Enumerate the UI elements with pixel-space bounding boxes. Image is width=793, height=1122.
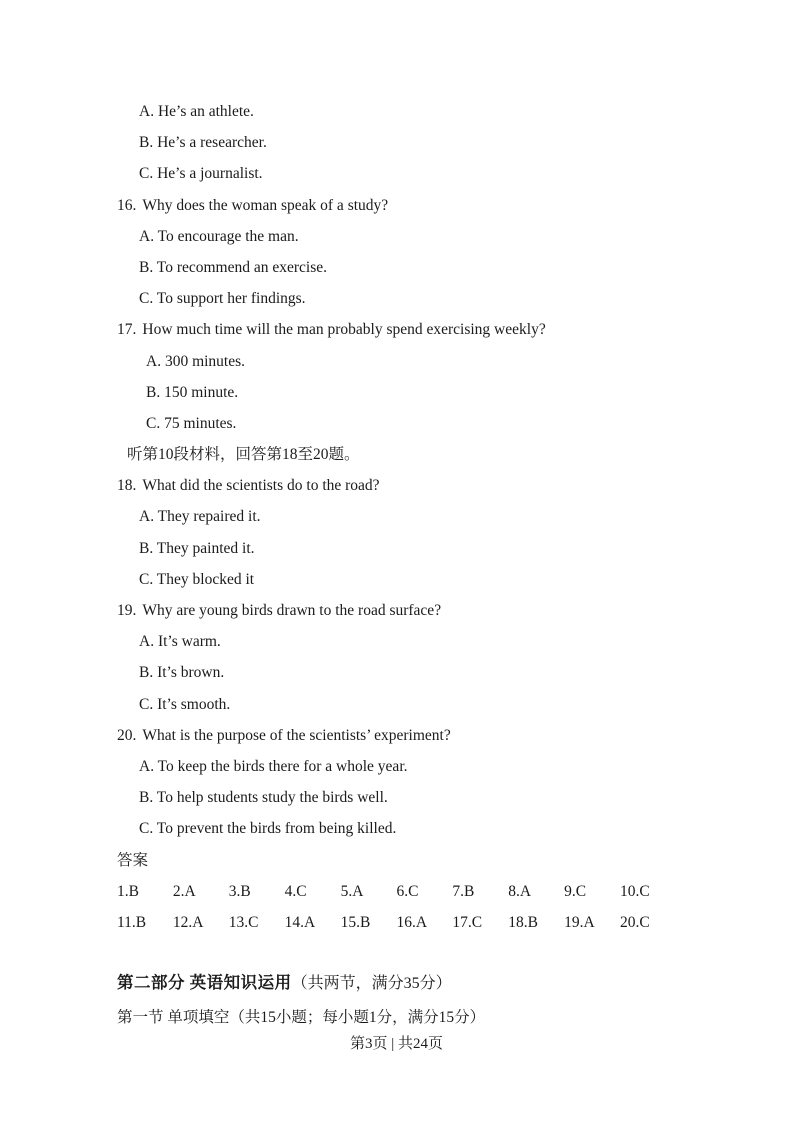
- page-content: [117, 96, 763, 1033]
- answer-15: 15.B: [340, 913, 371, 931]
- question-20-number: 20.: [117, 726, 137, 744]
- part2-heading-title: 第二部分 英语知识运用: [117, 973, 292, 993]
- question-17-option-c: C. 75 minutes.: [146, 414, 237, 432]
- answer-11: 11.B: [117, 913, 147, 931]
- answer-13: 13.C: [228, 913, 259, 931]
- question-19-option-b: B. It’s brown.: [139, 664, 225, 682]
- question-19: [117, 595, 763, 626]
- answer-12: 12.A: [172, 913, 204, 931]
- question-18-option-c: C. They blocked it: [139, 570, 255, 588]
- answer-19: 19.A: [564, 913, 595, 931]
- question-16-number: 16.: [117, 196, 137, 214]
- answer-4: 4.C: [284, 882, 307, 900]
- answer-6: 6.C: [396, 882, 419, 900]
- question-15-option-b: B. He’s a researcher.: [139, 134, 267, 152]
- question-16-option-c: C. To support her findings.: [139, 290, 306, 308]
- answer-8: 8.A: [508, 882, 532, 900]
- question-18-option-a: A. They repaired it.: [139, 508, 261, 526]
- question-16-option-b: B. To recommend an exercise.: [139, 258, 328, 276]
- answer-7: 7.B: [452, 882, 475, 900]
- question-16-option-a: A. To encourage the man.: [139, 227, 299, 245]
- answer-14: 14.A: [284, 913, 316, 931]
- question-17: [117, 314, 763, 345]
- answers-row-2: [117, 907, 763, 938]
- question-17-number: 17.: [117, 321, 137, 339]
- question-16-text: Why does the woman speak of a study?: [142, 196, 389, 214]
- answer-5: 5.A: [340, 882, 364, 900]
- question-20-option-b: B. To help students study the birds well.: [139, 789, 388, 807]
- question-18-option-b: B. They painted it.: [139, 539, 255, 557]
- question-20: [117, 720, 763, 751]
- question-18-number: 18.: [117, 477, 137, 495]
- question-20-option-a: A. To keep the birds there for a whole year.: [139, 757, 408, 775]
- answer-9: 9.C: [564, 882, 587, 900]
- answer-18: 18.B: [508, 913, 538, 931]
- page-number-footer: 第3页 | 共24页: [349, 1036, 443, 1052]
- answer-10: 10.C: [620, 882, 650, 900]
- question-19-number: 19.: [117, 602, 137, 619]
- question-17-text: How much time will the man probably spend exercising weekly?: [142, 321, 546, 339]
- part2-section1-subheading: 第一节 单项填空（共15小题；每小题1分，满分15分）: [117, 1009, 486, 1027]
- answers-row-1: [117, 876, 763, 907]
- listening-material-note: 听第10段材料，回答第18至20题。: [127, 446, 360, 464]
- answer-1: 1.B: [117, 882, 139, 900]
- question-17-option-a: A. 300 minutes.: [146, 352, 246, 370]
- answer-20: 20.C: [620, 913, 650, 931]
- answer-16: 16.A: [396, 913, 428, 931]
- answer-17: 17.C: [452, 913, 483, 931]
- question-19-option-a: A. It’s warm.: [139, 633, 221, 651]
- question-16: [117, 190, 763, 221]
- answer-2: 2.A: [172, 882, 196, 900]
- question-17-option-b: B. 150 minute.: [146, 383, 239, 401]
- part2-heading: [117, 967, 763, 998]
- question-18: [117, 470, 763, 501]
- question-15-option-a: A. He’s an athlete.: [139, 103, 254, 120]
- question-15-option-c: C. He’s a journalist.: [139, 165, 263, 183]
- question-20-text: What is the purpose of the scientists’ experiment?: [142, 726, 451, 744]
- part2-heading-detail: （共两节，满分35分）: [291, 975, 452, 993]
- question-19-text: Why are young birds drawn to the road surface?: [142, 602, 442, 619]
- question-19-option-c: C. It’s smooth.: [139, 695, 231, 713]
- answers-heading: 答案: [117, 851, 149, 869]
- answer-3: 3.B: [228, 882, 251, 900]
- question-20-option-c: C. To prevent the birds from being killed.: [139, 820, 397, 838]
- question-18-text: What did the scientists do to the road?: [142, 477, 380, 495]
